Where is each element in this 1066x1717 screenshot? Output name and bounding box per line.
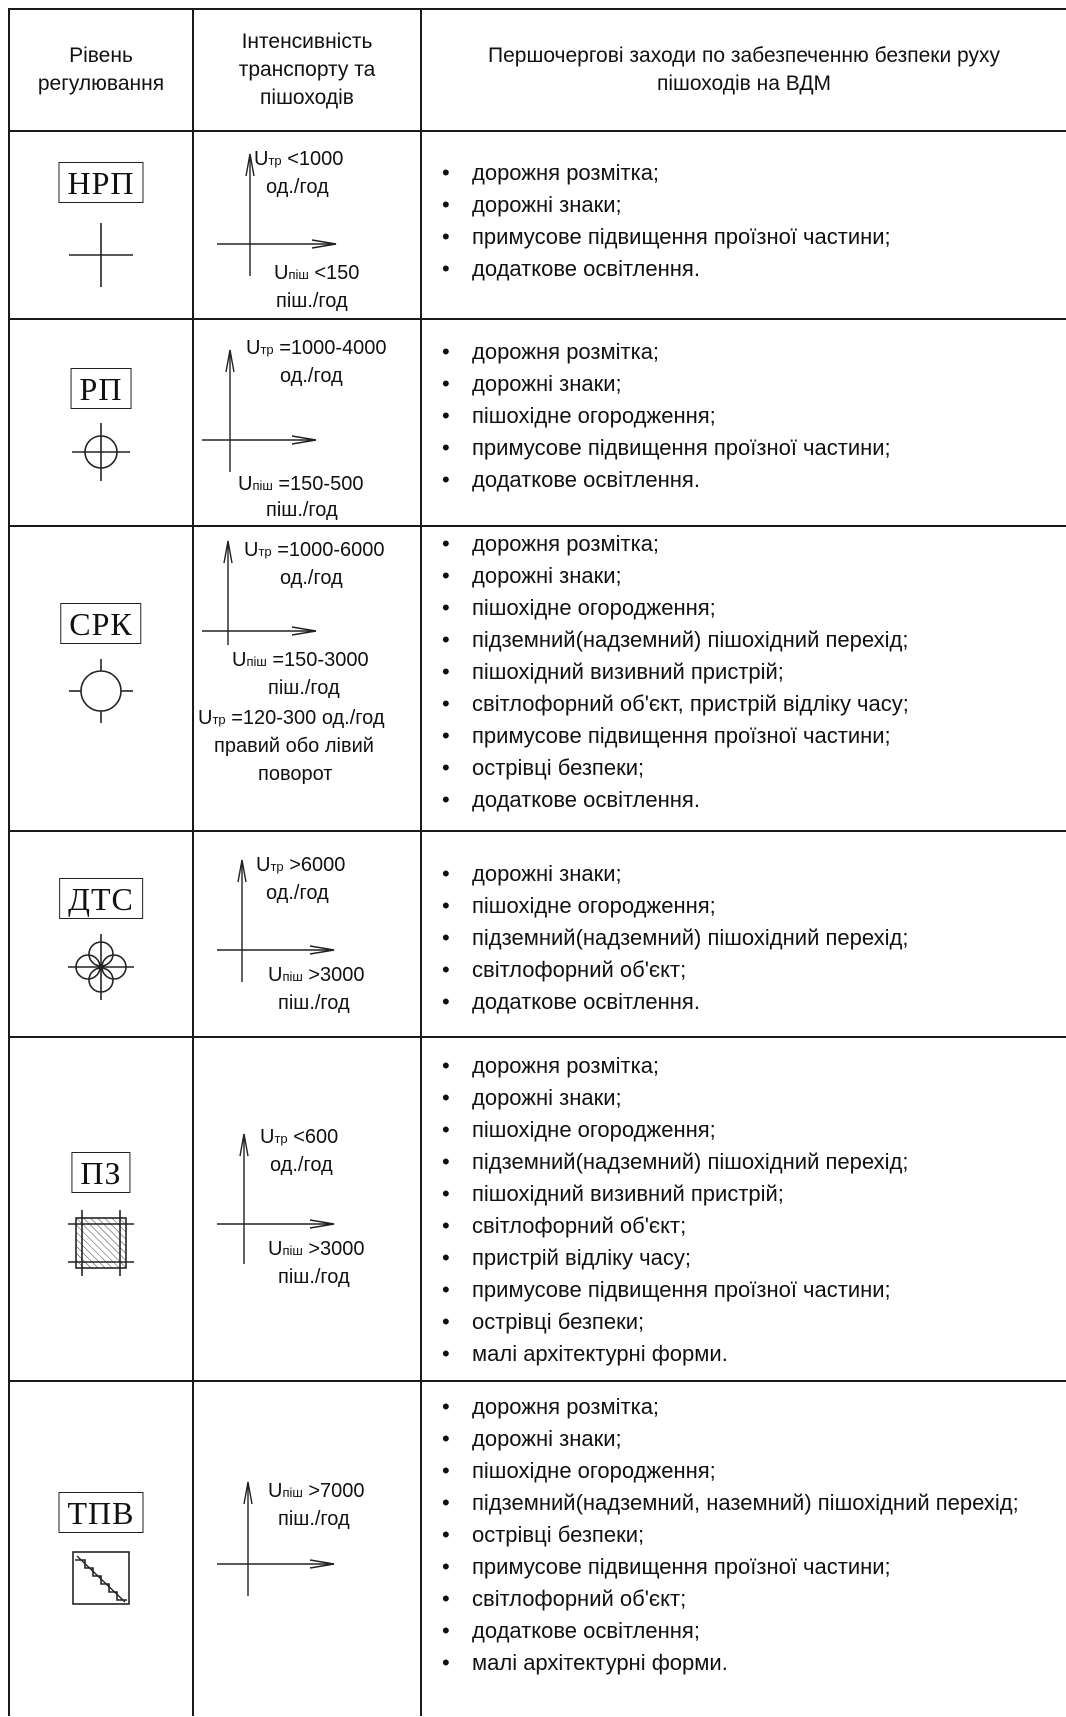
level-cell bbox=[9, 131, 193, 319]
list-item: • дорожня розмітка; bbox=[422, 336, 1066, 368]
list-item: • додаткове освітлення. bbox=[422, 986, 1066, 1018]
pedestrian-unit-label: піш./год bbox=[266, 499, 338, 521]
document-table-container bbox=[8, 8, 1066, 1717]
list-item: • дорожня розмітка; bbox=[422, 1391, 1066, 1423]
transport-unit-label: од./год bbox=[266, 882, 329, 904]
list-item: • пристрій відліку часу; bbox=[422, 1242, 1066, 1274]
pedestrian-intensity-label: Uпіш >7000 bbox=[268, 1480, 365, 1502]
measures-cell bbox=[421, 526, 1066, 831]
list-item: • примусове підвищення проїзної частини; bbox=[422, 221, 1066, 253]
intensity-cell bbox=[193, 131, 421, 319]
intensity-cell bbox=[193, 319, 421, 526]
list-item: • острівці безпеки; bbox=[422, 1519, 1066, 1551]
list-item: • дорожні знаки; bbox=[422, 189, 1066, 221]
list-item: • дорожні знаки; bbox=[422, 560, 1066, 592]
intensity-cell bbox=[193, 831, 421, 1037]
transport-unit-label: од./год bbox=[280, 365, 343, 387]
list-item: • підземний(надземний) пішохідний перехід; bbox=[422, 624, 1066, 656]
table-row bbox=[9, 319, 1066, 526]
list-item: • додаткове освітлення; bbox=[422, 1615, 1066, 1647]
level-code: ТПВ bbox=[59, 1492, 144, 1533]
table-row bbox=[9, 526, 1066, 831]
transport-unit-label: од./год bbox=[280, 567, 343, 589]
list-item: • додаткове освітлення. bbox=[422, 253, 1066, 285]
measures-cell bbox=[421, 319, 1066, 526]
table-row bbox=[9, 1037, 1066, 1381]
list-item: • додаткове освітлення. bbox=[422, 784, 1066, 816]
turning-intensity-label: Uтр =120-300 од./год bbox=[198, 707, 385, 729]
list-item: • примусове підвищення проїзної частини; bbox=[422, 720, 1066, 752]
list-item: • підземний(надземний) пішохідний перехід; bbox=[422, 922, 1066, 954]
intensity-cell bbox=[193, 1037, 421, 1381]
turning-direction-label: правий обо лівий bbox=[214, 735, 374, 757]
table-header-row bbox=[9, 9, 1066, 131]
pedestrian-intensity-label: Uпіш <150 bbox=[274, 262, 360, 284]
table-row bbox=[9, 131, 1066, 319]
cloverleaf-icon bbox=[66, 932, 136, 1002]
level-cell bbox=[9, 319, 193, 526]
list-item: • дорожні знаки; bbox=[422, 1423, 1066, 1455]
pedestrian-unit-label: піш./год bbox=[276, 290, 348, 312]
pedestrian-unit-label: піш./год bbox=[268, 677, 340, 699]
cross-icon bbox=[66, 220, 136, 290]
list-item: • малі архітектурні форми. bbox=[422, 1647, 1066, 1679]
list-item: • пішохідне огородження; bbox=[422, 592, 1066, 624]
list-item: • світлофорний об'єкт; bbox=[422, 1583, 1066, 1615]
transport-intensity-label: Uтр <1000 bbox=[254, 148, 344, 170]
staircase-icon bbox=[71, 1550, 131, 1606]
list-item: • примусове підвищення проїзної частини; bbox=[422, 432, 1066, 464]
level-cell bbox=[9, 526, 193, 831]
list-item: • дорожня розмітка; bbox=[422, 157, 1066, 189]
header-measures: Першочергові заходи по забезпеченню безпеки руху пішоходів на ВДМ bbox=[421, 9, 1066, 131]
transport-unit-label: од./год bbox=[270, 1154, 333, 1176]
transport-intensity-label: Uтр <600 bbox=[260, 1126, 339, 1148]
pedestrian-unit-label: піш./год bbox=[278, 1508, 350, 1530]
transport-intensity-label: Uтр =1000-6000 bbox=[244, 539, 385, 561]
list-item: • підземний(надземний) пішохідний перехід; bbox=[422, 1146, 1066, 1178]
turning-note-label: поворот bbox=[258, 763, 333, 785]
list-item: • острівці безпеки; bbox=[422, 1306, 1066, 1338]
measures-cell bbox=[421, 131, 1066, 319]
header-intensity: Інтенсивність транспорту та пішоходів bbox=[193, 9, 421, 131]
pedestrian-safety-table bbox=[8, 8, 1066, 1716]
measures-list bbox=[422, 132, 1066, 285]
pedestrian-unit-label: піш./год bbox=[278, 1266, 350, 1288]
measures-list bbox=[422, 1382, 1066, 1679]
header-level: Рівень регулювання bbox=[9, 9, 193, 131]
list-item: • світлофорний об'єкт, пристрій відліку часу; bbox=[422, 688, 1066, 720]
list-item: • дорожні знаки; bbox=[422, 368, 1066, 400]
level-code: СРК bbox=[60, 603, 141, 644]
level-cell bbox=[9, 831, 193, 1037]
pedestrian-intensity-label: Uпіш >3000 bbox=[268, 964, 365, 986]
list-item: • дорожні знаки; bbox=[422, 1082, 1066, 1114]
list-item: • дорожні знаки; bbox=[422, 858, 1066, 890]
list-item: • підземний(надземний, наземний) пішохідний перехід; bbox=[422, 1487, 1066, 1519]
hatched-square-icon bbox=[66, 1208, 136, 1278]
level-cell bbox=[9, 1037, 193, 1381]
transport-intensity-label: Uтр =1000-4000 bbox=[246, 337, 387, 359]
transport-unit-label: од./год bbox=[266, 176, 329, 198]
measures-cell bbox=[421, 831, 1066, 1037]
list-item: • світлофорний об'єкт; bbox=[422, 1210, 1066, 1242]
list-item: • пішохідне огородження; bbox=[422, 1455, 1066, 1487]
intensity-cell bbox=[193, 1381, 421, 1716]
transport-intensity-label: Uтр >6000 bbox=[256, 854, 346, 876]
list-item: • пішохідний визивний пристрій; bbox=[422, 1178, 1066, 1210]
intensity-axes bbox=[194, 1038, 422, 1380]
list-item: • примусове підвищення проїзної частини; bbox=[422, 1551, 1066, 1583]
measures-list bbox=[422, 320, 1066, 496]
intensity-cell bbox=[193, 526, 421, 831]
pedestrian-intensity-label: Uпіш >3000 bbox=[268, 1238, 365, 1260]
ring-cross-icon bbox=[67, 657, 135, 725]
list-item: • острівці безпеки; bbox=[422, 752, 1066, 784]
level-code: РП bbox=[71, 368, 132, 409]
list-item: • примусове підвищення проїзної частини; bbox=[422, 1274, 1066, 1306]
list-item: • пішохідне огородження; bbox=[422, 1114, 1066, 1146]
pedestrian-intensity-label: Uпіш =150-3000 bbox=[232, 649, 369, 671]
table-row bbox=[9, 831, 1066, 1037]
level-code: ПЗ bbox=[71, 1152, 130, 1193]
list-item: • пішохідний визивний пристрій; bbox=[422, 656, 1066, 688]
list-item: • дорожня розмітка; bbox=[422, 528, 1066, 560]
level-code: НРП bbox=[58, 162, 143, 203]
measures-cell bbox=[421, 1381, 1066, 1716]
intensity-axes bbox=[194, 1382, 422, 1715]
measures-cell bbox=[421, 1037, 1066, 1381]
list-item: • дорожня розмітка; bbox=[422, 1050, 1066, 1082]
measures-list bbox=[422, 527, 1066, 816]
circle-cross-icon bbox=[69, 420, 133, 484]
list-item: • світлофорний об'єкт; bbox=[422, 954, 1066, 986]
table-row bbox=[9, 1381, 1066, 1716]
pedestrian-unit-label: піш./год bbox=[278, 992, 350, 1014]
pedestrian-intensity-label: Uпіш =150-500 bbox=[238, 473, 364, 495]
measures-list bbox=[422, 832, 1066, 1018]
list-item: • додаткове освітлення. bbox=[422, 464, 1066, 496]
list-item: • пішохідне огородження; bbox=[422, 890, 1066, 922]
list-item: • пішохідне огородження; bbox=[422, 400, 1066, 432]
level-cell bbox=[9, 1381, 193, 1716]
measures-list bbox=[422, 1038, 1066, 1370]
list-item: • малі архітектурні форми. bbox=[422, 1338, 1066, 1370]
level-code: ДТС bbox=[59, 878, 143, 919]
